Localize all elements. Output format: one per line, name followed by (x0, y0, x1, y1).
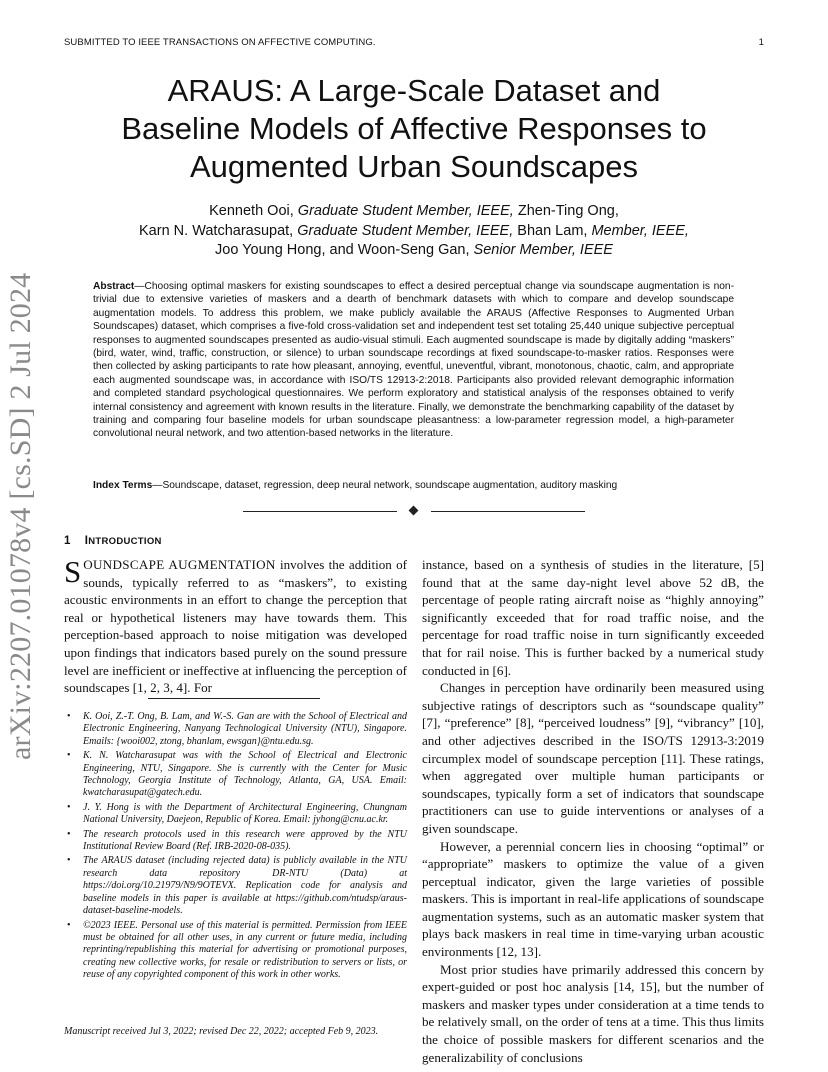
paragraph: Most prior studies have primarily addressed this concern by expert-guided or post hoc analysis [14, 15], but the number of maskers and masker types under consideration at a time tends to be relatively small, on the order of tens at a time. This thus limits the choice of possible maskers for different scenarios and the generalizability of conclusions (422, 961, 764, 1065)
index-terms-label: Index Terms (93, 480, 153, 491)
abstract-text: —Choosing optimal maskers for existing soundscapes to effect a desired perceptual change via soundscape augmentation is non-trivial due to extensive varieties of maskers and a dearth of benchmark datasets with which to compare and develop soundscape augmentation models. To address this problem, we make publicly available the ARAUS (Affective Responses to Augmented Urban Soundscapes) dataset, which comprises a five-fold cross-validation set and independent test set totaling 25,440 unique subjective perceptual responses to augmented soundscapes presented as audio-visual stimuli. Each augmented soundscape is made by digitally adding “maskers” (bird, water, wind, traffic, construction, or silence) to urban soundscape recordings at fixed soundscape-to-masker ratios. Responses were then collected by asking participants to rate how pleasant, annoying, eventful, uneventful, vibrant, monotonous, chaotic, calm, and appropriate each augmented soundscape was, in accordance with ISO/TS 12913-2:2018. Participants also provided relevant demographic information and completed standard psychological questionnaires. We perform exploratory and statistical analysis of the responses obtained to verify internal consistency and agreement with known results in the literature. Finally, we demonstrate the benchmarking capability of the dataset by training and comparing four baseline models for urban soundscape pleasantness: a low-parameter regression model, a high-parameter convolutional neural network, and two attention-based networks in the literature. (93, 281, 734, 440)
index-terms-text: —Soundscape, dataset, regression, deep neural network, soundscape augmentation, auditory masking (152, 480, 618, 491)
left-column-text (64, 556, 407, 697)
divider-line (431, 511, 585, 512)
author-role: Graduate Student Member, IEEE, (297, 222, 514, 239)
paragraph: However, a perennial concern lies in choosing “optimal” or “appropriate” maskers to optimize the value of a given perceptual indicator, given the large varieties of possible maskers. This is important in real-life applications of soundscape augmentation systems, such as an automatic masker system that plays back maskers in real time in time-varying urban acoustic environments [12, 13]. (422, 838, 764, 960)
author-names: Karn N. Watcharasupat, (139, 222, 298, 239)
author-list (90, 202, 738, 261)
author-names: Zhen-Ting Ong, (513, 203, 619, 219)
section-title-rest: NTRODUCTION (88, 536, 162, 547)
footnote-item: • The ARAUS dataset (including rejected data) is publicly available in the NTU research data repository DR-NTU (Data) at https://doi.org/10.21979/N9/9OTEVX. Replication code for analysis and baseline models in this paper is available at https://github.com/ntudsp/araus-dataset-baseline-models. (64, 855, 407, 917)
title-line: Baseline Models of Affective Responses to (121, 111, 707, 146)
journal-name: SUBMITTED TO IEEE TRANSACTIONS ON AFFECTIVE COMPUTING. (64, 37, 376, 48)
author-names: Joo Young Hong, and Woon-Seng Gan, (215, 242, 474, 258)
paper-title (90, 72, 738, 186)
page-number: 1 (758, 37, 764, 48)
paragraph-text: involves the addition of sounds, typically referred to as “maskers”, to existing acoustic environments in an effort to change the perception that real or hypothetical listeners may have towards them. This perception-based approach to noise mitigation was developed upon findings that indicators based purely on the sound pressure level are inefficient or ineffective at influencing the perception of soundscapes [1, 2, 3, 4]. For (64, 557, 408, 696)
section-number: 1 (64, 535, 71, 547)
author-role: Graduate Student Member, IEEE, (297, 203, 514, 219)
footnote-rule (148, 698, 320, 699)
divider-line (243, 511, 397, 512)
dropcap: S (64, 554, 82, 589)
right-column-text (422, 556, 764, 1066)
author-role: Senior Member, IEEE (473, 242, 613, 258)
paragraph: instance, based on a synthesis of studies in the literature, [5] found that at the same day-night level above 52 dB, the percentage of people rating aircraft noise as “highly annoying” significantly exceeded that for road traffic noise, and the percentage for road traffic noise in turn significantly exceeded that for rail noise. This is further backed by a numerical study conducted in [6]. (422, 557, 764, 678)
footnote-item: • The research protocols used in this research were approved by the NTU Institutional Review Board (Ref. IRB-2020-08-035). (64, 829, 407, 854)
title-line: Augmented Urban Soundscapes (189, 149, 639, 184)
footnote-list (64, 711, 407, 984)
title-line: ARAUS: A Large-Scale Dataset and (167, 73, 661, 108)
author-line (90, 202, 738, 222)
diamond-icon (409, 506, 419, 516)
section-divider (243, 507, 585, 517)
author-line (90, 241, 738, 261)
manuscript-note: Manuscript received Jul 3, 2022; revised Dec 22, 2022; accepted Feb 9, 2023. (64, 1026, 379, 1037)
footnote-item: • K. Ooi, Z.-T. Ong, B. Lam, and W.-S. Gan are with the School of Electrical and Electronic Engineering, Nanyang Technological University (NTU), Singapore. Emails: {wooi002, ztong, bhanlam, ewsgan}@ntu.edu.sg. (64, 711, 407, 748)
author-role: Member, IEEE, (591, 222, 689, 239)
footnote-item: • J. Y. Hong is with the Department of Architectural Engineering, Chungnam National University, Daejeon, Republic of Korea. Email: jyhong@cnu.ac.kr. (64, 802, 407, 827)
footnote-item: • ©2023 IEEE. Personal use of this material is permitted. Permission from IEEE must be obtained for all other uses, in any current or future media, including reprinting/republishing this material for advertising or promotional purposes, creating new collective works, for resale or redistribution to servers or lists, or reuse of any copyrighted component of this work in other works. (64, 920, 407, 982)
author-names: Bhan Lam, (513, 222, 592, 239)
index-terms (93, 479, 734, 492)
section-heading (64, 535, 162, 547)
abstract-label: Abstract (93, 281, 135, 292)
footnote-item: • K. N. Watcharasupat was with the School of Electrical and Electronic Engineering, NTU, Singapore. She is currently with the Center for Music Technology, Georgia Institute of Technology, Atlanta, GA, USA. Email: kwatcharasupat@gatech.edu. (64, 750, 407, 800)
section-title-initial: I (84, 535, 89, 547)
running-header (64, 37, 764, 51)
author-line (90, 222, 738, 242)
smallcaps-lead: OUNDSCAPE AUGMENTATION (83, 557, 276, 572)
abstract (93, 280, 734, 441)
paragraph: Changes in perception have ordinarily been measured using subjective ratings of descriptors such as “soundscape quality” [7], “preference” [8], “perceived loudness” [9], “vibrancy” [10], and other adjectives described in the ISO/TS 12913-3:2019 circumplex model of soundscape perception [11]. These ratings, when aggregated over multiple human participants or soundscapes, typically form a set of indicators that soundscape practitioners can use to guide interventions or analyses of a given soundscape. (422, 680, 764, 836)
author-names: Kenneth Ooi, (209, 203, 298, 219)
arxiv-stamp[interactable]: arXiv:2207.01078v4 [cs.SD] 2 Jul 2024 (4, 272, 37, 760)
